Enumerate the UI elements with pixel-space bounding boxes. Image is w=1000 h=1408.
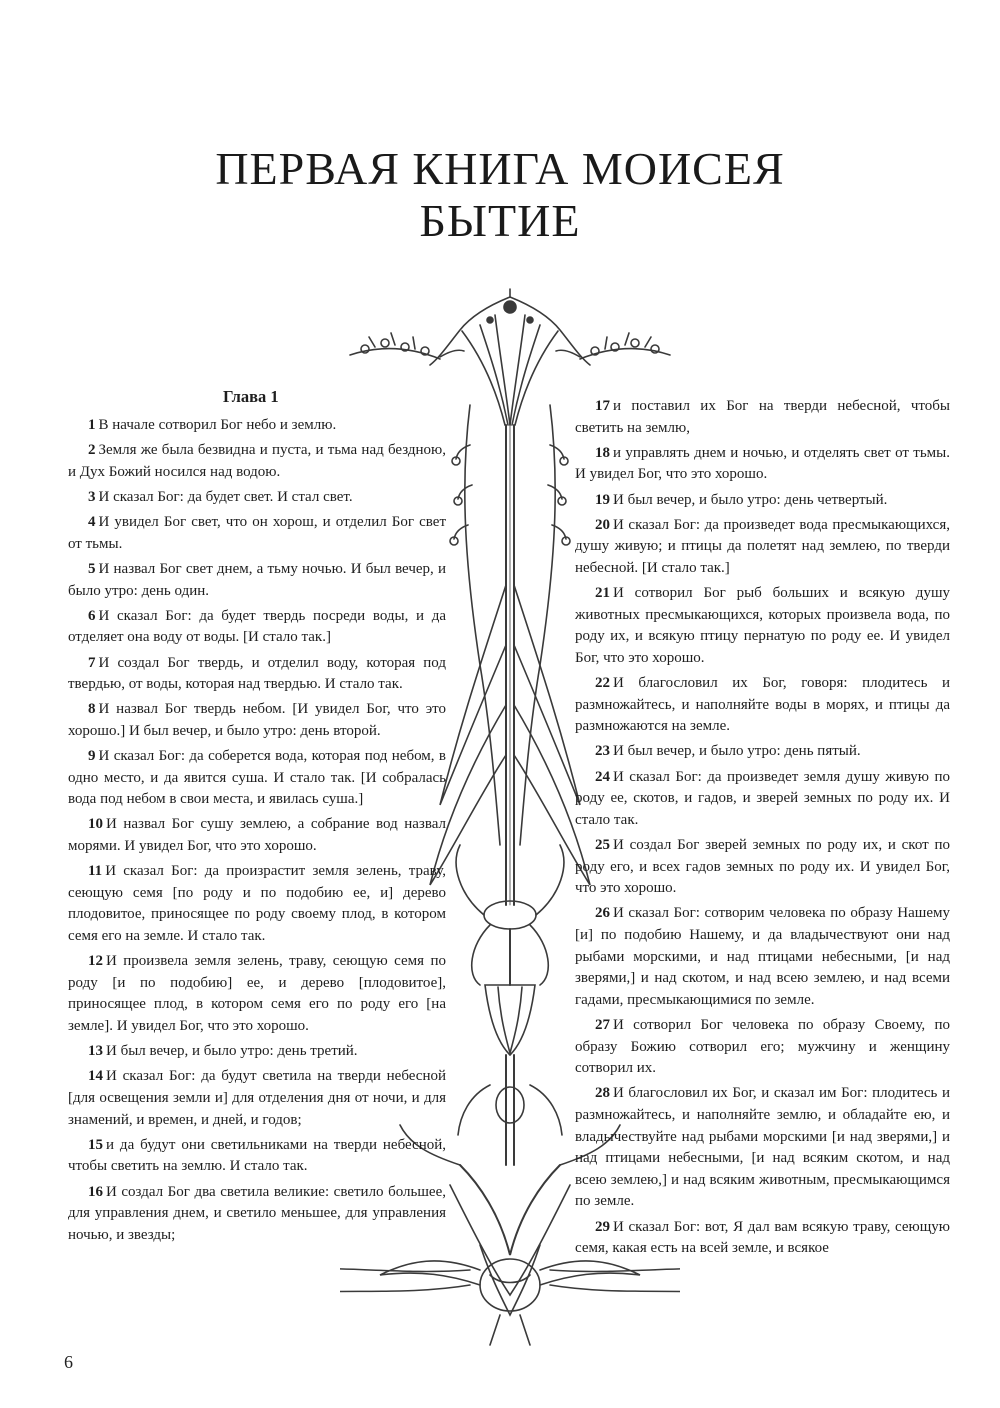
verse-text: И создал Бог твердь, и отделил воду, которая под твердью, от воды, которая над твердью. И стало так.: [68, 654, 446, 693]
verse: [575, 515, 950, 580]
verse-text: И сотворил Бог человека по образу Своему, по образу Божию сотворил его; мужчину и женщину сотворил их.: [575, 1016, 950, 1077]
verse-number: 8: [88, 701, 96, 718]
verse-text: И благословил их Бог, говоря: плодитесь и размножайтесь, и наполняйте воды в морях, и птицы да размножаются на земле.: [575, 675, 950, 735]
verse-text: И назвал Бог твердь небом. [И увидел Бог, что это хорошо.] И был вечер, и было утро: день второй.: [68, 701, 446, 739]
verse: [68, 559, 446, 602]
verse-number: 9: [88, 748, 96, 765]
verse-text: и да будут они светильниками на тверди небесной, чтобы светить на землю. И стало так.: [68, 1136, 446, 1175]
verse-number: 4: [88, 514, 96, 531]
verse-text: И назвал Бог свет днем, а тьму ночью. И был вечер, и было утро: день один.: [68, 560, 446, 599]
verse-number: 1: [88, 417, 96, 433]
verse-text: И создал Бог зверей земных по роду их, и скот по роду его, и всех гадов земных по роду их. И увидел Бог, что это хорошо.: [575, 837, 950, 897]
verse: [68, 951, 446, 1037]
verse-text: И сказал Бог: да будет твердь посреди воды, и да отделяет она воду от воды. [И стало так.]: [68, 607, 446, 646]
verse-number: 5: [88, 560, 96, 577]
verse: [575, 767, 950, 832]
verse: [575, 583, 950, 669]
verse-list-left: [68, 415, 446, 1246]
verse-number: 3: [88, 488, 96, 505]
verse-text: И был вечер, и было утро: день пятый.: [613, 743, 861, 760]
verse: [68, 415, 446, 437]
verse-number: 10: [88, 816, 103, 833]
verse: [68, 861, 446, 947]
verse-text: И увидел Бог свет, что он хорош, и отделил Бог свет от тьмы.: [68, 514, 446, 552]
left-column: [68, 386, 446, 1250]
verse-number: 15: [88, 1136, 103, 1153]
verse-number: 28: [595, 1085, 610, 1102]
verse: [575, 1083, 950, 1213]
verse-text: И сказал Бог: да будут светила на тверди небесной [для освещения земли и] для отделения дня от ночи, и для знамений, и времен, и дней, и годов;: [68, 1068, 446, 1128]
verse: [68, 1182, 446, 1247]
verse-number: 7: [88, 654, 96, 671]
verse-number: 23: [595, 743, 610, 760]
verse-text: И создал Бог два светила великие: светило большее, для управления днем, и светило меньшее, для управления ночью, и звезды;: [68, 1183, 446, 1243]
verse-text: И сказал Бог: да будет свет. И стал свет.: [98, 488, 353, 505]
verse-text: И сказал Бог: да произведет вода пресмыкающихся, душу живую; и птицы да полетят над землею, по тверди небесной. [И стало так.]: [575, 516, 950, 576]
verse: [575, 490, 950, 512]
verse-text: И сотворил Бог рыб больших и всякую душу животных пресмыкающихся, которых произвела вода, по роду их, и всякую птицу пернатую по роду ее. И увидел Бог, что это хорошо.: [575, 585, 950, 666]
verse: [575, 443, 950, 486]
verse: [575, 1015, 950, 1080]
verse: [68, 814, 446, 857]
verse: [68, 653, 446, 696]
verse: [68, 487, 446, 509]
verse-text: И назвал Бог сушу землею, а собрание вод назвал морями. И увидел Бог, что это хорошо.: [68, 816, 446, 855]
book-title: ПЕРВАЯ КНИГА МОИСЕЯ: [215, 143, 785, 194]
verse: [68, 1135, 446, 1178]
verse: [575, 903, 950, 1011]
page-number: 6: [64, 1352, 73, 1372]
verse-number: 12: [88, 953, 103, 970]
verse-text: и управлять днем и ночью, и отделять свет от тьмы. И увидел Бог, что это хорошо.: [575, 444, 950, 483]
verse-number: 26: [595, 905, 610, 922]
verse: [575, 741, 950, 763]
verse-number: 2: [88, 442, 96, 459]
verse-number: 20: [595, 516, 610, 533]
verse-text: И сказал Бог: да произрастит земля зелень, траву, сеющую семя [по роду и по подобию ее, и] дерево плодовитое, приносящее по роду своему плод, в котором семя его на земле. И стало так.: [68, 863, 446, 944]
verse-number: 25: [595, 837, 610, 854]
verse: [575, 835, 950, 900]
verse-text: И был вечер, и было утро: день четвертый.: [613, 491, 888, 508]
verse-text: И сказал Бог: вот, Я дал вам всякую траву, сеющую семя, какая есть на всей земле, и всякое: [575, 1218, 950, 1257]
verse: [68, 746, 446, 811]
verse-number: 17: [595, 398, 610, 414]
verse-list-right: [575, 396, 950, 1260]
verse-number: 29: [595, 1218, 610, 1235]
verse-text: И произвела земля зелень, траву, сеющую семя по роду [и по подобию] ее, и дерево [плодовитое], приносящее плод, в котором семя его по роду его [на земле]. И увидел Бог, что это хорошо.: [68, 953, 446, 1034]
verse-number: 18: [595, 444, 610, 461]
verse: [575, 396, 950, 439]
verse-number: 16: [88, 1183, 103, 1200]
verse-number: 22: [595, 675, 610, 692]
chapter-heading: Глава 1: [223, 387, 279, 406]
verse: [68, 606, 446, 649]
verse: [575, 673, 950, 738]
verse-number: 11: [88, 863, 103, 880]
right-column: [575, 396, 950, 1263]
verse: [575, 1217, 950, 1260]
verse-text: И благословил их Бог, и сказал им Бог: плодитесь и размножайтесь, и наполняйте землю, и обладайте ею, и владычествуйте над рыбами морскими [и над зверями,] и над птицами небесными, [и над всяким скотом, и над всею землею,] и над всяким животным, пресмыкающимся по земле.: [575, 1085, 950, 1210]
book-subtitle: БЫТИЕ: [419, 195, 581, 246]
verse: [68, 440, 446, 483]
verse: [68, 512, 446, 555]
verse-number: 19: [595, 491, 610, 508]
verse-number: 27: [595, 1016, 610, 1033]
verse-text: и поставил их Бог на тверди небесной, чтобы светить на землю,: [575, 398, 950, 436]
verse-text: И был вечер, и было утро: день третий.: [106, 1043, 358, 1060]
verse-number: 14: [88, 1068, 103, 1085]
verse-text: Земля же была безвидна и пуста, и тьма над бездною, и Дух Божий носился над водою.: [68, 442, 446, 480]
verse-number: 24: [595, 768, 610, 785]
verse-text: И сказал Бог: да произведет земля душу живую по роду ее, скотов, и гадов, и зверей земных по роду их. И стало так.: [575, 768, 950, 828]
verse-number: 21: [595, 585, 610, 602]
verse: [68, 699, 446, 742]
verse-text: И сказал Бог: сотворим человека по образу Нашему [и] по подобию Нашему, и да владычествуют они над рыбами морскими, и над птицами небесными, [и над зверями,] и над скотом, и над всею землею, и над всеми гадами, пресмыкающимися по земле.: [575, 905, 950, 1008]
verse: [68, 1041, 446, 1063]
verse-text: В начале сотворил Бог небо и землю.: [98, 417, 337, 433]
verse-text: И сказал Бог: да соберется вода, которая под небом, в одно место, и да явится суша. И стало так. [И собралась вода под небом в свои места, и явилась суша.]: [68, 748, 446, 808]
verse-number: 6: [88, 607, 96, 624]
verse-number: 13: [88, 1043, 103, 1060]
verse: [68, 1066, 446, 1131]
